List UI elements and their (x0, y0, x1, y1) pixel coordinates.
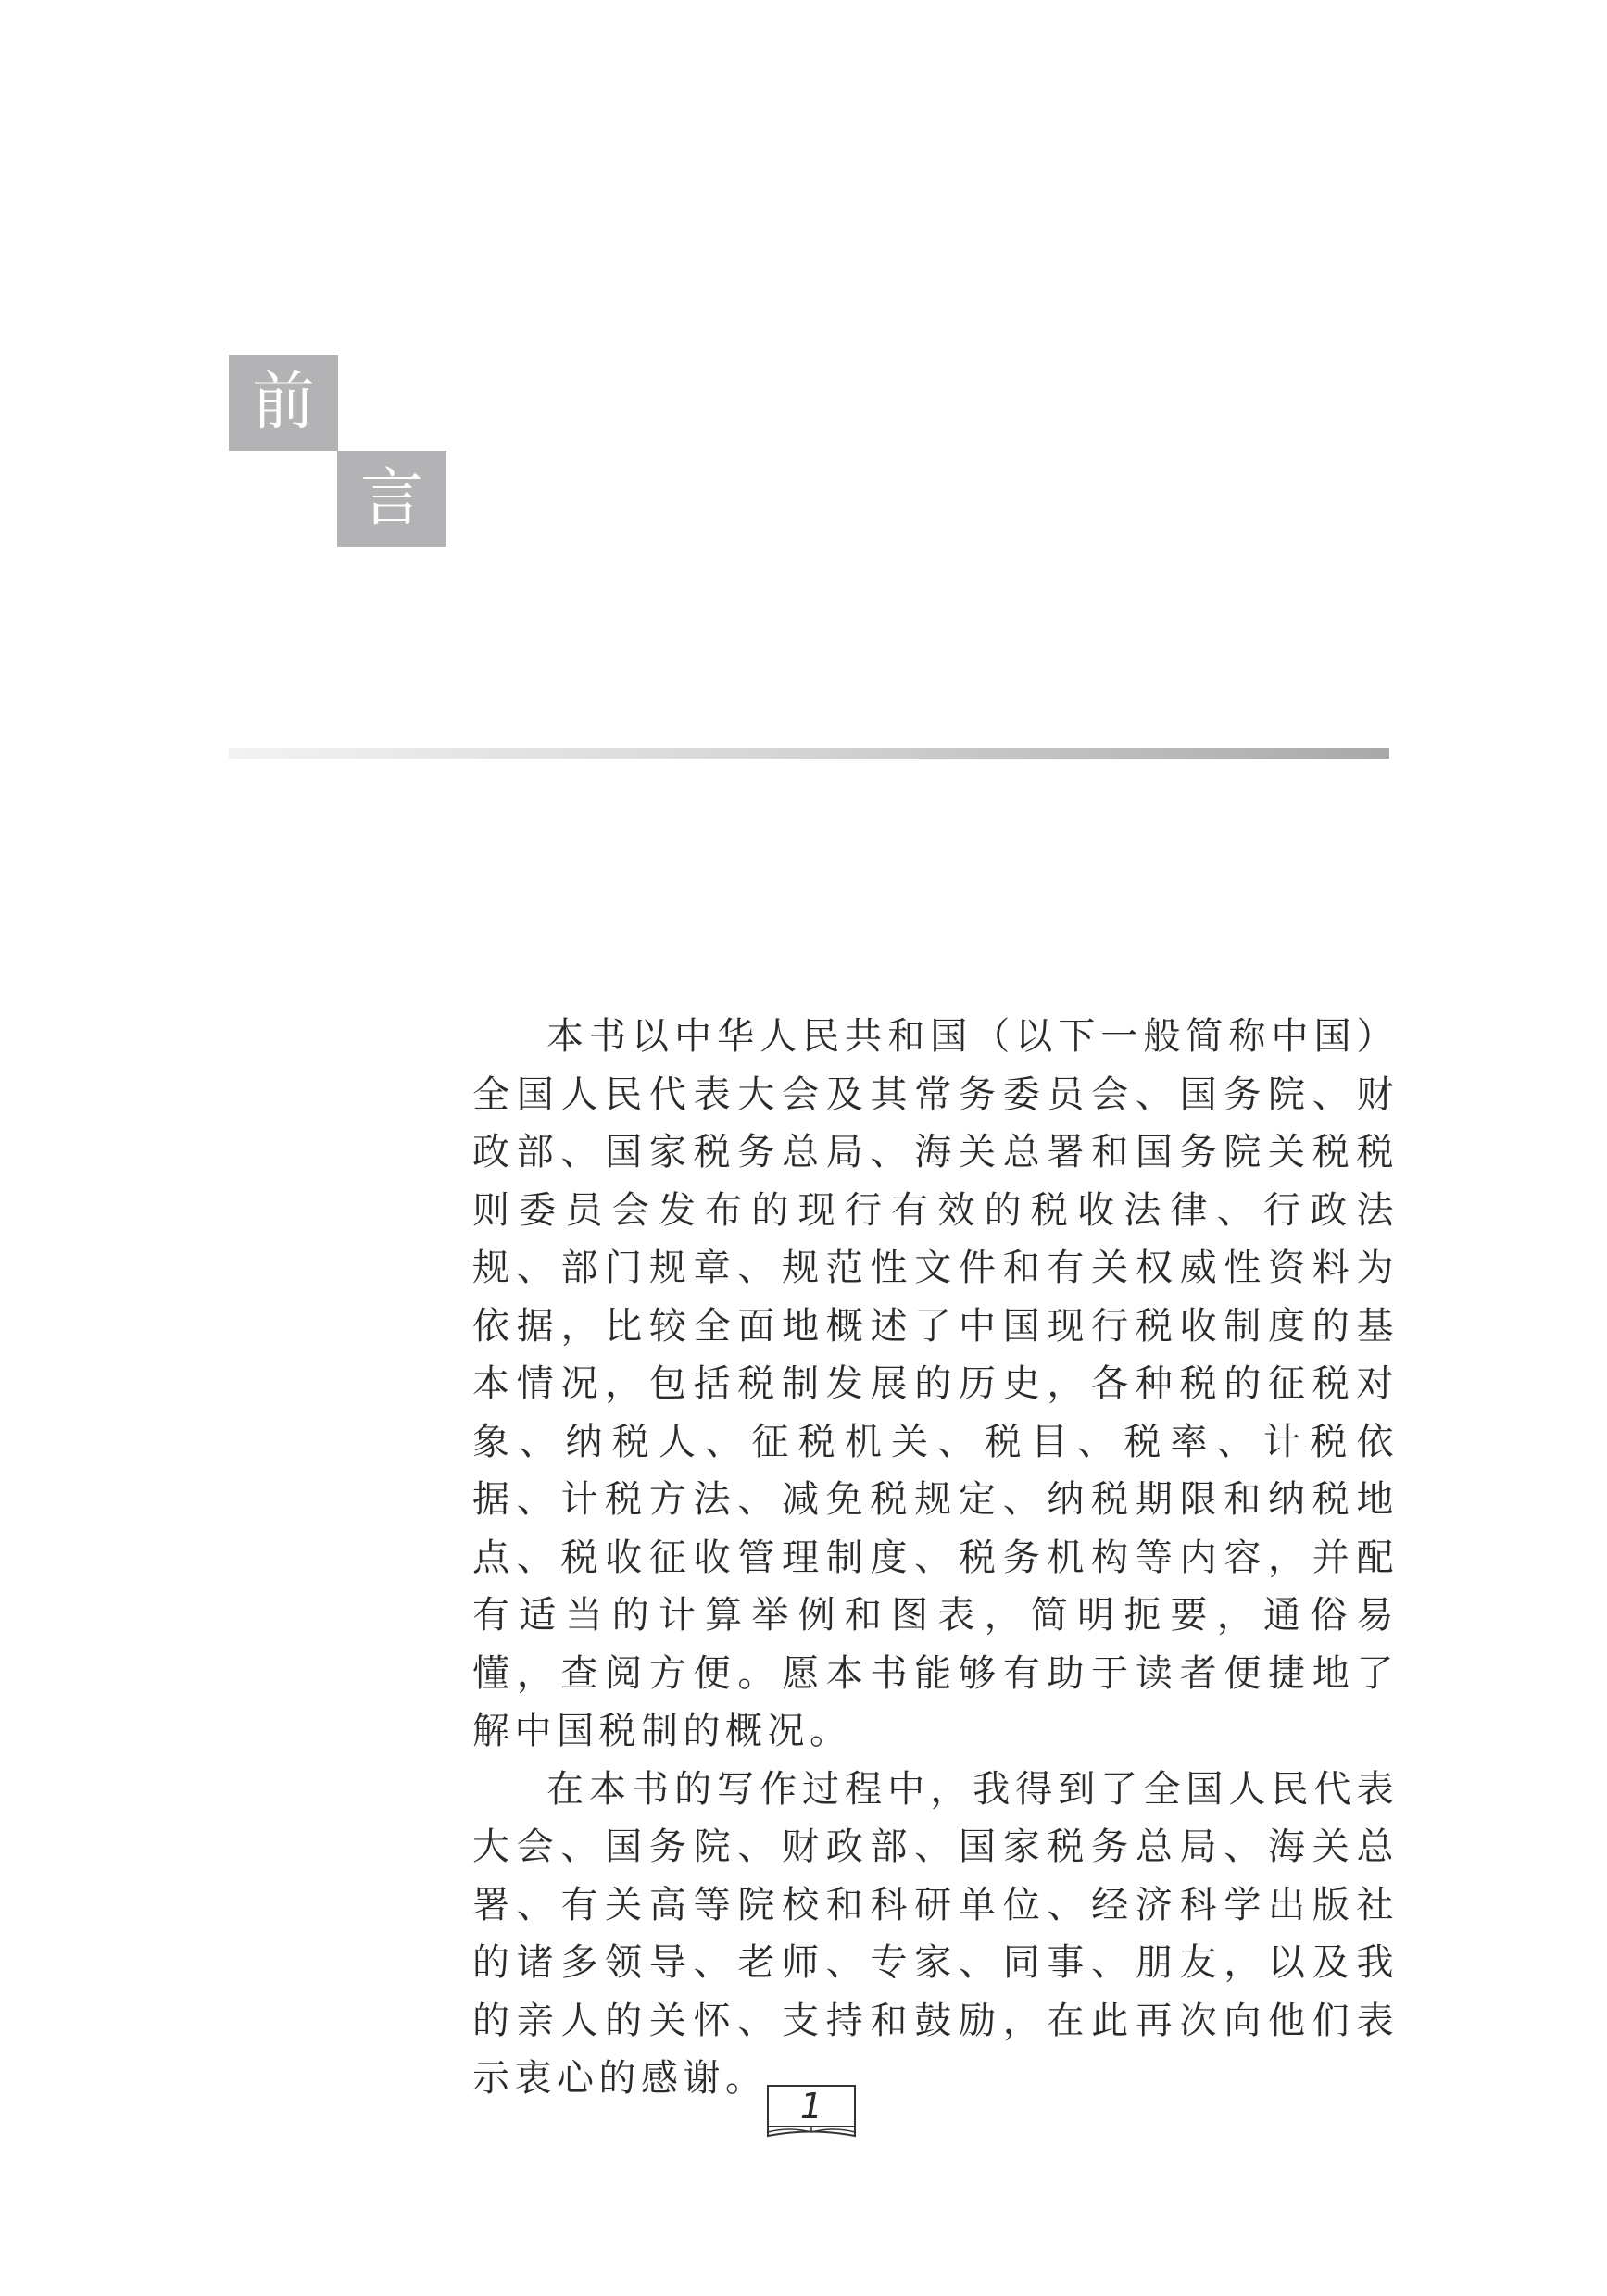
preface-body (472, 1008, 1399, 2108)
heading-char-qian: 前 (229, 355, 338, 451)
heading-char-yan: 言 (337, 451, 446, 547)
page-number: 1 (799, 2086, 823, 2127)
page-number-badge (765, 2084, 858, 2141)
section-divider (229, 748, 1389, 759)
paragraph-2: 在本书的写作过程中，我得到了全国人民代表大会、国务院、财政部、国家税务总局、海关总署、有关高等院校和科研单位、经济科学出版社的诸多领导、老师、专家、同事、朋友，以及我的亲人的关怀、支持和鼓励，在此再次向他们表示衷心的感谢。 (472, 1767, 1399, 2100)
paragraph-1: 本书以中华人民共和国（以下一般简称中国）全国人民代表大会及其常务委员会、国务院、财政部、国家税务总局、海关总署和国务院关税税则委员会发布的现行有效的税收法律、行政法规、部门规章、规范性文件和有关权威性资料为依据，比较全面地概述了中国现行税收制度的基本情况，包括税制发展的历史，各种税的征税对象、纳税人、征税机关、税目、税率、计税依据、计税方法、减免税规定、纳税期限和纳税地点、税收征收管理制度、税务机构等内容，并配有适当的计算举例和图表，简明扼要，通俗易懂，查阅方便。愿本书能够有助于读者便捷地了解中国税制的概况。 (472, 1015, 1399, 1752)
